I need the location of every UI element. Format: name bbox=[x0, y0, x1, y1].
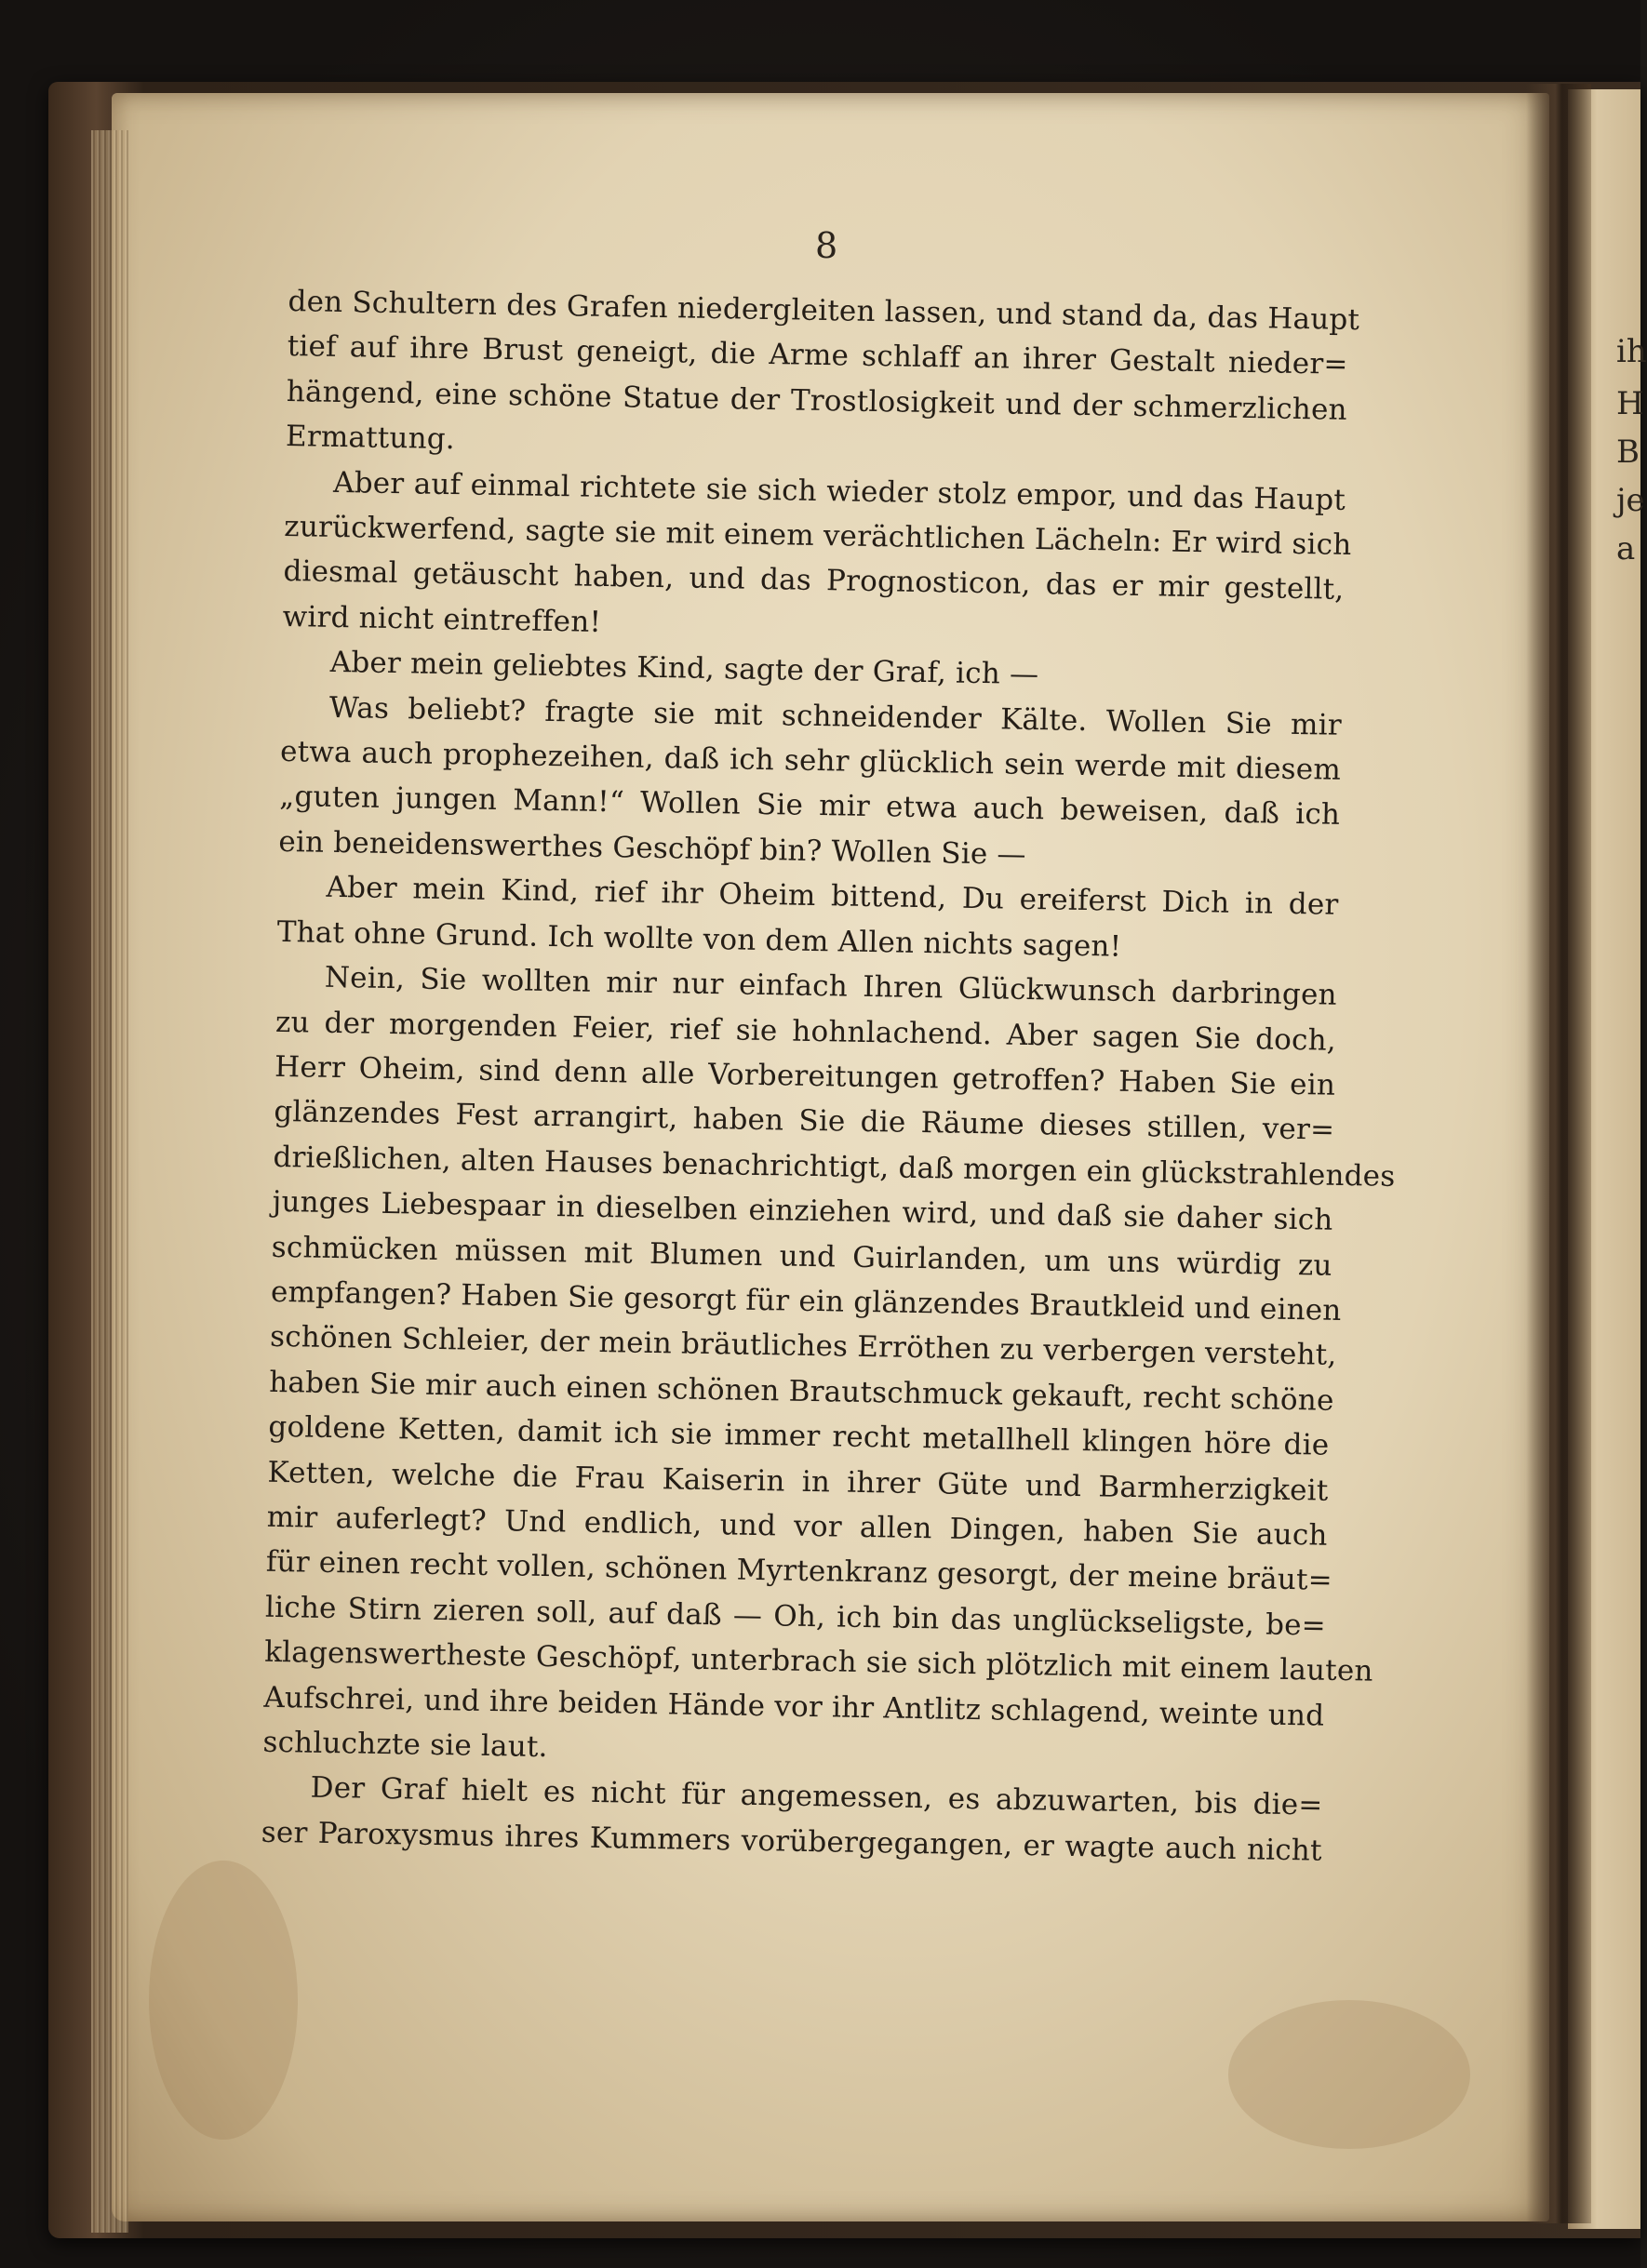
paper-stain bbox=[1228, 2000, 1470, 2149]
page-number: 8 bbox=[815, 225, 838, 266]
text-line: den Schultern des Grafen niedergleiten lassen, und stand da, das Haupt bbox=[288, 284, 1360, 338]
text-line: etwa auch prophezeihen, daß ich sehr glücklich sein werde mit diesem bbox=[279, 734, 1342, 787]
text-line: Aufschrei, und ihre beiden Hände vor ihr Antlitz schlagend, weinte und bbox=[263, 1680, 1325, 1733]
text-line: Aber mein Kind, rief ihr Oheim bittend, Du ereiferst Dich in der bbox=[326, 871, 1339, 923]
text-line: Herr Oheim, sind denn alle Vorbereitungen getroffen? Haben Sie ein bbox=[274, 1049, 1336, 1102]
text-line: zu der morgenden Feier, rief sie hohnlachend. Aber sagen Sie doch, bbox=[274, 1005, 1337, 1058]
text-line: Aber mein geliebtes Kind, sagte der Graf, ich — bbox=[329, 646, 1039, 692]
text-line: Ermattung. bbox=[285, 420, 456, 457]
text-line: Aber auf einmal richtete sie sich wieder stolz empor, und das Haupt bbox=[332, 465, 1346, 517]
text-line: schönen Schleier, der mein bräutliches Erröthen zu verbergen versteht, bbox=[269, 1320, 1337, 1373]
text-line: Der Graf hielt es nicht für angemessen, es abzuwarten, bis die= bbox=[310, 1771, 1323, 1823]
next-page-fragment: ih bbox=[1616, 333, 1647, 370]
text-line: drießlichen, alten Hauses benachrichtigt, daß morgen ein glückstrahlendes bbox=[273, 1140, 1396, 1194]
text-line: klagenswertheste Geschöpf, unterbrach sie sich plötzlich mit einem lauten bbox=[263, 1634, 1373, 1688]
next-page-fragment: je bbox=[1616, 482, 1645, 519]
text-line: liche Stirn zieren soll, auf daß — Oh, ich bin das unglückseligste, be= bbox=[264, 1590, 1327, 1643]
text-line: ser Paroxysmus ihres Kummers vorübergegangen, er wagte auch nicht bbox=[261, 1815, 1322, 1868]
book-gutter bbox=[1526, 84, 1591, 2223]
text-line: junges Liebespaar in dieselben einziehen wird, und daß sie daher sich bbox=[272, 1184, 1333, 1237]
paper-stain bbox=[149, 1861, 298, 2140]
next-page-fragment: B bbox=[1616, 434, 1640, 471]
text-line: mir auferlegt? Und endlich, und vor allen Dingen, haben Sie auch bbox=[266, 1500, 1328, 1553]
text-line: Nein, Sie wollten mir nur einfach Ihren Glückwunsch darbringen bbox=[324, 960, 1338, 1012]
next-page-fragment: a bbox=[1616, 530, 1636, 567]
text-line: Ketten, welche die Frau Kaiserin in ihrer Güte und Barmherzigkeit bbox=[267, 1455, 1329, 1508]
text-line: für einen recht vollen, schönen Myrtenkranz gesorgt, der meine bräut= bbox=[265, 1545, 1333, 1598]
text-line: wird nicht eintreffen! bbox=[282, 599, 602, 639]
next-page-fragment: H bbox=[1616, 385, 1644, 422]
text-line: zurückwerfend, sagte sie mit einem verächtlichen Lächeln: Er wird sich bbox=[284, 509, 1352, 563]
text-line: empfangen? Haben Sie gesorgt für ein glänzendes Brautkleid und einen bbox=[270, 1274, 1342, 1327]
text-line: goldene Ketten, damit ich sie immer recht metallhell klingen höre die bbox=[268, 1409, 1330, 1462]
text-line: schluchzte sie laut. bbox=[262, 1725, 548, 1765]
text-line: That ohne Grund. Ich wollte von dem Allen nichts sagen! bbox=[276, 914, 1122, 964]
text-line: hängend, eine schöne Statue der Trostlosigkeit und der schmerzlichen bbox=[286, 374, 1348, 427]
text-line: Was beliebt? fragte sie mit schneidender Kälte. Wollen Sie mir bbox=[328, 690, 1343, 742]
text-line: haben Sie mir auch einen schönen Brautschmuck gekauft, recht schöne bbox=[268, 1365, 1334, 1418]
text-line: diesmal getäuscht haben, und das Prognosticon, das er mir gestellt, bbox=[283, 554, 1345, 607]
text-line: schmücken müssen mit Blumen und Guirlanden, um uns würdig zu bbox=[271, 1230, 1332, 1283]
body-text bbox=[261, 279, 1396, 1874]
page-edges bbox=[91, 130, 128, 2233]
text-line: glänzendes Fest arrangirt, haben Sie die Räume dieses stillen, ver= bbox=[274, 1095, 1335, 1148]
text-line: „guten jungen Mann!“ Wollen Sie mir etwa auch beweisen, daß ich bbox=[278, 780, 1341, 833]
text-line: ein beneidenswerthes Geschöpf bin? Wollen Sie — bbox=[278, 824, 1026, 872]
text-line: tief auf ihre Brust geneigt, die Arme schlaff an ihrer Gestalt nieder= bbox=[287, 329, 1348, 382]
